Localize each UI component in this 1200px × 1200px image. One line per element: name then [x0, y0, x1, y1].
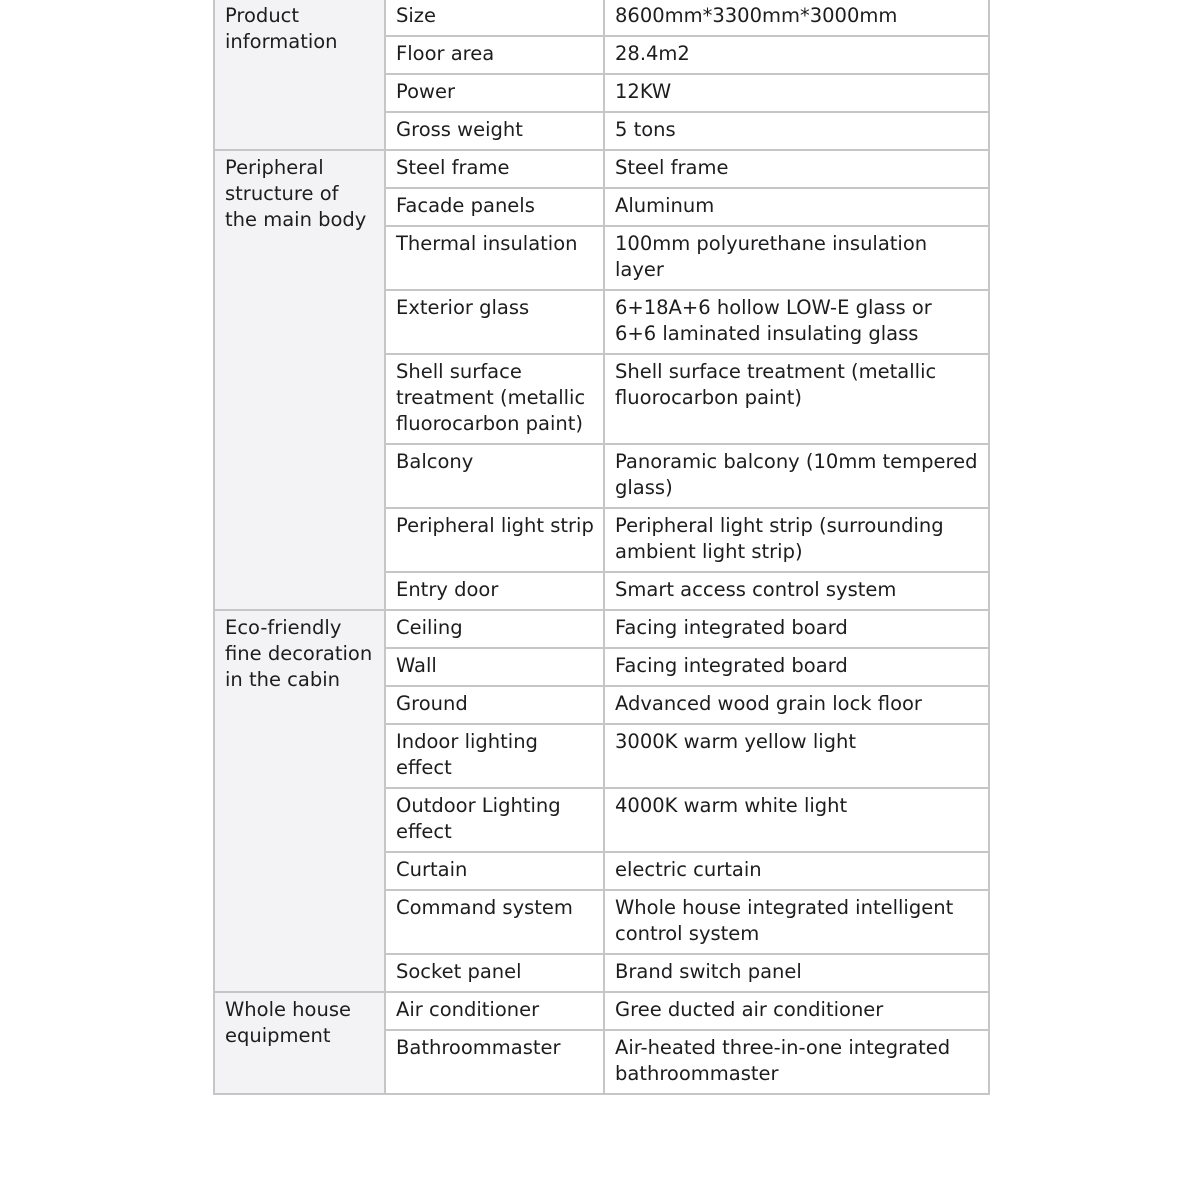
spec-item-label: Outdoor Lighting effect	[385, 788, 604, 852]
spec-item-label: Size	[385, 0, 604, 36]
spec-item-value: Whole house integrated intelligent control system	[604, 890, 989, 954]
spec-item-label: Gross weight	[385, 112, 604, 150]
group-label: Whole house equipment	[214, 992, 385, 1094]
spec-item-value: Air-heated three-in-one integrated bathroommaster	[604, 1030, 989, 1094]
spec-item-value: 12KW	[604, 74, 989, 112]
group-label: Peripheral structure of the main body	[214, 150, 385, 610]
spec-table-body	[214, 0, 989, 1094]
spec-item-value: 3000K warm yellow light	[604, 724, 989, 788]
spec-item-value: Facing integrated board	[604, 648, 989, 686]
spec-item-label: Steel frame	[385, 150, 604, 188]
spec-item-label: Ceiling	[385, 610, 604, 648]
group-label: Eco-friendly fine decoration in the cabin	[214, 610, 385, 992]
group-label: Product information	[214, 0, 385, 150]
spec-item-value: Brand switch panel	[604, 954, 989, 992]
spec-item-value: 28.4m2	[604, 36, 989, 74]
spec-item-label: Bathroommaster	[385, 1030, 604, 1094]
spec-item-value: 100mm polyurethane insulation layer	[604, 226, 989, 290]
spec-item-label: Shell surface treatment (metallic fluorocarbon paint)	[385, 354, 604, 444]
table-row	[214, 150, 989, 188]
spec-item-value: electric curtain	[604, 852, 989, 890]
spec-item-value: 4000K warm white light	[604, 788, 989, 852]
spec-item-label: Balcony	[385, 444, 604, 508]
table-row	[214, 0, 989, 36]
spec-item-value: 6+18A+6 hollow LOW-E glass or 6+6 laminated insulating glass	[604, 290, 989, 354]
spec-item-label: Thermal insulation	[385, 226, 604, 290]
spec-item-value: 5 tons	[604, 112, 989, 150]
spec-item-label: Ground	[385, 686, 604, 724]
spec-item-label: Floor area	[385, 36, 604, 74]
spec-item-label: Indoor lighting effect	[385, 724, 604, 788]
spec-item-label: Wall	[385, 648, 604, 686]
spec-item-label: Curtain	[385, 852, 604, 890]
spec-item-value: Advanced wood grain lock floor	[604, 686, 989, 724]
spec-item-value: Peripheral light strip (surrounding ambient light strip)	[604, 508, 989, 572]
spec-item-value: Aluminum	[604, 188, 989, 226]
spec-item-label: Power	[385, 74, 604, 112]
spec-item-value: Smart access control system	[604, 572, 989, 610]
spec-sheet	[213, 0, 988, 1095]
table-row	[214, 610, 989, 648]
spec-item-value: Steel frame	[604, 150, 989, 188]
spec-item-label: Facade panels	[385, 188, 604, 226]
spec-item-label: Air conditioner	[385, 992, 604, 1030]
spec-item-value: Facing integrated board	[604, 610, 989, 648]
spec-item-value: 8600mm*3300mm*3000mm	[604, 0, 989, 36]
spec-item-value: Shell surface treatment (metallic fluorocarbon paint)	[604, 354, 989, 444]
spec-item-label: Command system	[385, 890, 604, 954]
table-row	[214, 992, 989, 1030]
spec-table	[213, 0, 990, 1095]
spec-item-value: Gree ducted air conditioner	[604, 992, 989, 1030]
spec-item-label: Exterior glass	[385, 290, 604, 354]
spec-item-label: Entry door	[385, 572, 604, 610]
spec-item-label: Socket panel	[385, 954, 604, 992]
spec-item-value: Panoramic balcony (10mm tempered glass)	[604, 444, 989, 508]
spec-item-label: Peripheral light strip	[385, 508, 604, 572]
